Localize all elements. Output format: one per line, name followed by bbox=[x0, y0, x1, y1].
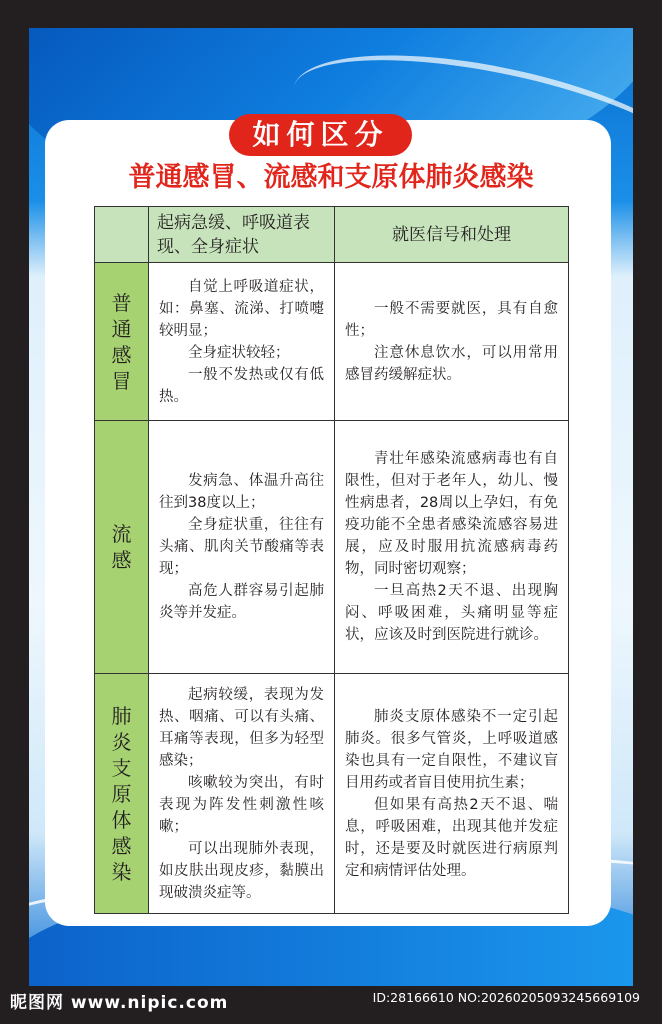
header-col2: 就医信号和处理 bbox=[335, 207, 569, 263]
cell-paragraph: 可以出现肺外表现，如皮肤出现皮疹，黏膜出现破溃炎症等。 bbox=[159, 840, 324, 901]
cell-paragraph: 但如果有高热2天不退、喘息，呼吸困难，出现其他并发症时，还是要及时就医进行病原判定和病情评估处理。 bbox=[345, 796, 558, 879]
header-col1: 起病急缓、呼吸道表现、全身症状 bbox=[149, 207, 335, 263]
cell-paragraph: 高危人群容易引起肺炎等并发症。 bbox=[159, 583, 324, 621]
table-header-row bbox=[95, 207, 569, 263]
flu-handling-cell bbox=[335, 421, 569, 674]
cell-paragraph: 肺炎支原体感染不一定引起肺炎。很多气管炎，上呼吸道感染也具有一定自限性，不建议盲目用药或者盲目使用抗生素； bbox=[345, 708, 558, 791]
cell-paragraph: 青壮年感染流感病毒也有自限性，但对于老年人，幼儿、慢性病患者，28周以上孕妇，有免疫功能不全患者感染流感容易进展，应及时服用抗流感病毒药物，同时密切观察； bbox=[345, 451, 558, 577]
cold-handling-cell bbox=[335, 263, 569, 421]
row-label-flu: 流感 bbox=[95, 421, 149, 674]
table-row bbox=[95, 263, 569, 421]
watermark-id: ID:28166610 NO:20260205093245669109 bbox=[372, 990, 640, 1005]
table-row bbox=[95, 674, 569, 914]
cell-paragraph: 一般不需要就医，具有自愈性； bbox=[345, 300, 558, 339]
cell-paragraph: 全身症状重，往往有头痛、肌肉关节酸痛等表现； bbox=[159, 517, 324, 577]
row-label-cold: 普通感冒 bbox=[95, 263, 149, 421]
cell-paragraph: 全身症状较轻； bbox=[188, 344, 290, 361]
cell-paragraph: 注意休息饮水，可以用常用感冒药缓解症状。 bbox=[345, 344, 558, 383]
header-corner bbox=[95, 207, 149, 263]
cell-paragraph: 一般不发热或仅有低热。 bbox=[159, 366, 324, 405]
flu-symptoms-cell bbox=[149, 421, 335, 674]
cell-paragraph: 自觉上呼吸道症状，如：鼻塞、流涕、打喷嚏较明显； bbox=[159, 278, 324, 339]
cell-paragraph: 咳嗽较为突出，有时表现为阵发性刺激性咳嗽； bbox=[159, 774, 324, 835]
watermark-site: 昵图网 www.nipic.com bbox=[10, 993, 229, 1013]
mycoplasma-handling-cell bbox=[335, 674, 569, 914]
cold-symptoms-cell bbox=[149, 263, 335, 421]
row-label-mycoplasma: 肺炎支原体感染 bbox=[95, 674, 149, 914]
table-row bbox=[95, 421, 569, 674]
page-title: 普通感冒、流感和支原体肺炎感染 bbox=[128, 162, 534, 193]
cell-paragraph: 一旦高热2天不退、出现胸闷、呼吸困难，头痛明显等症状，应该及时到医院进行就诊。 bbox=[345, 583, 558, 643]
comparison-table bbox=[94, 206, 569, 914]
badge-label: 如何区分 bbox=[229, 114, 412, 156]
mycoplasma-symptoms-cell bbox=[149, 674, 335, 914]
cell-paragraph: 发病急、体温升高往往到38度以上； bbox=[159, 473, 324, 511]
cell-paragraph: 起病较缓，表现为发热、咽痛、可以有头痛、耳痛等表现，但多为轻型感染； bbox=[159, 686, 324, 769]
